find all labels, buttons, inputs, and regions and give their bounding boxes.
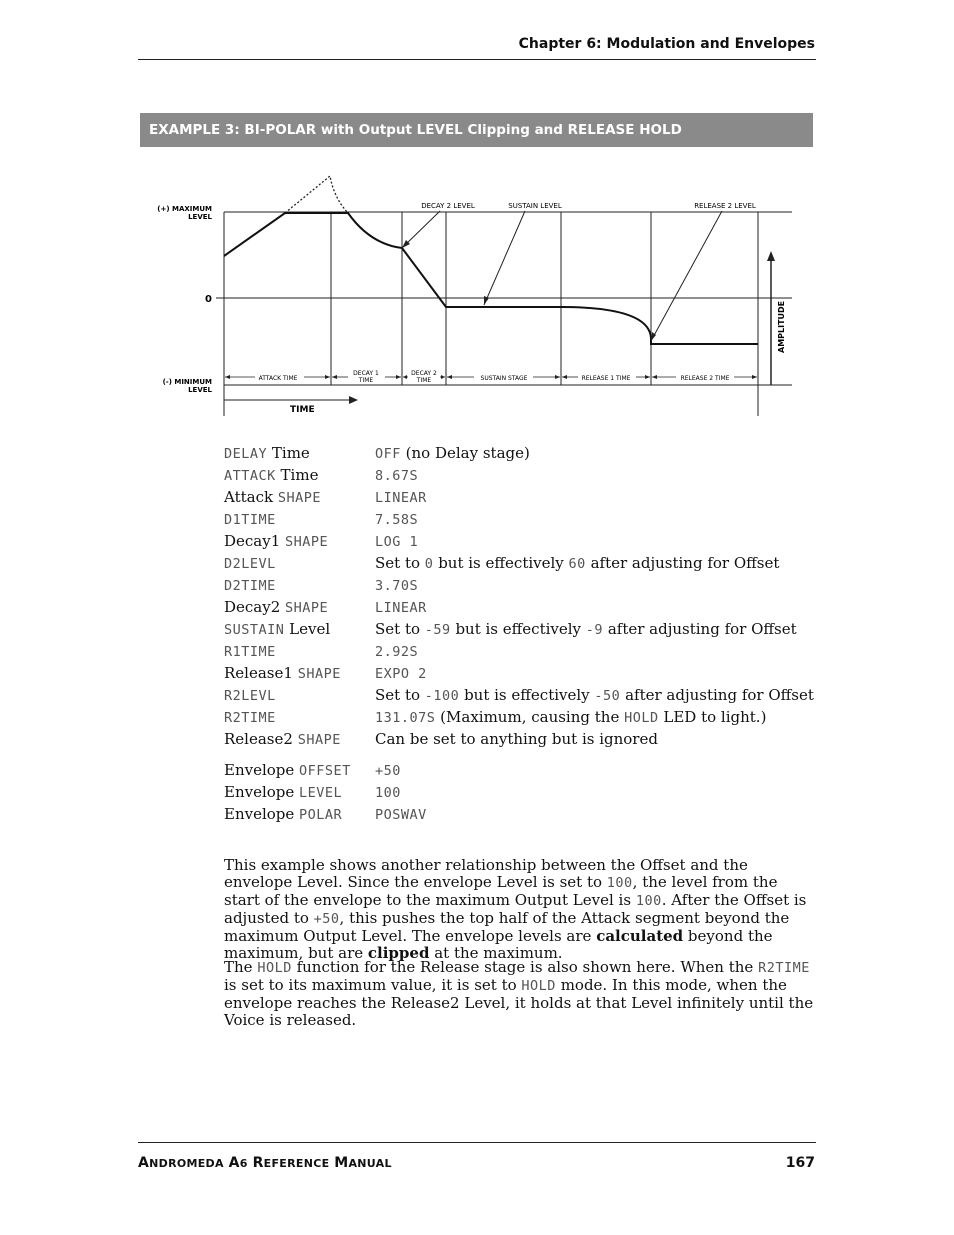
param-value: Set to -59 but is effectively -9 after adjusting for Offset — [375, 620, 797, 638]
param-name: R2LEVL — [224, 688, 276, 704]
segment-release2-time: RELEASE 2 TIME — [680, 375, 730, 382]
release2-level-label: RELEASE 2 LEVEL — [694, 202, 756, 210]
param-value: Set to -100 but is effectively -50 after adjusting for Offset — [375, 686, 814, 704]
segment-decay2-time — [411, 370, 437, 384]
page-number: 167 — [785, 1155, 815, 1171]
param-name: Envelope OFFSET — [224, 761, 351, 779]
param-name: SUSTAIN Level — [224, 620, 331, 638]
param-value: 7.58S — [375, 512, 419, 528]
param-name: DELAY Time — [224, 444, 310, 462]
param-name: Envelope LEVEL — [224, 783, 343, 801]
header-rule — [138, 59, 816, 60]
param-name: Release2 SHAPE — [224, 730, 341, 748]
segment-release1-time: RELEASE 1 TIME — [581, 375, 631, 382]
param-name: D1TIME — [224, 512, 276, 528]
param-name: D2TIME — [224, 578, 276, 594]
param-value: OFF (no Delay stage) — [375, 444, 530, 462]
segment-decay1-time — [353, 370, 379, 384]
param-value: LINEAR — [375, 600, 427, 616]
param-value: EXPO 2 — [375, 666, 427, 682]
max-level-label-2: LEVEL — [188, 213, 212, 221]
param-value: 3.70S — [375, 578, 419, 594]
footer-rule — [138, 1142, 816, 1143]
param-name: Attack SHAPE — [224, 488, 321, 506]
time-label: TIME — [290, 405, 315, 415]
param-name: D2LEVL — [224, 556, 276, 572]
envelope-diagram — [140, 168, 800, 420]
param-value: LINEAR — [375, 490, 427, 506]
max-level-label: (+) MAXIMUM — [157, 205, 212, 213]
param-name: ATTACK Time — [224, 466, 319, 484]
param-name: Decay1 SHAPE — [224, 532, 329, 550]
chapter-header: Chapter 6: Modulation and Envelopes — [518, 36, 815, 52]
param-value: Can be set to anything but is ignored — [375, 730, 658, 748]
paragraph-hold-explanation: The HOLD function for the Release stage is also shown here. When the R2TIME is set to its maximum value, it is set to HOLD mode. In this mode, when the envelope reaches the Release2 Level, it holds at that Level infinitely until the Voice is released. — [224, 958, 814, 1029]
segment-attack-time: ATTACK TIME — [258, 375, 298, 382]
segment-decay1-line1: DECAY 1 — [353, 370, 379, 377]
sustain-level-label: SUSTAIN LEVEL — [508, 202, 562, 210]
param-value: 131.07S (Maximum, causing the HOLD LED to light.) — [375, 708, 767, 726]
envelope-curve — [224, 213, 758, 344]
param-value: 2.92S — [375, 644, 419, 660]
amplitude-label: AMPLITUDE — [777, 300, 786, 353]
param-name: Envelope POLAR — [224, 805, 343, 823]
segment-sustain-stage: SUSTAIN STAGE — [480, 375, 528, 382]
min-level-label: (-) MINIMUM — [162, 378, 212, 386]
param-value: 100 — [375, 785, 401, 801]
param-value: POSWAV — [375, 807, 427, 823]
paragraph-offset-explanation: This example shows another relationship between the Offset and the envelope Level. Since the envelope Level is set to 100, the level from the start of the envelope to the maximum Output Level is 100. After the Offset is adjusted to +50, this pushes the top half of the Attack segment beyond the maximum Output Level. The envelope levels are calculated beyond the maximum, but are clipped at the maximum. — [224, 856, 807, 962]
param-value: Set to 0 but is effectively 60 after adjusting for Offset — [375, 554, 780, 572]
param-value: 8.67S — [375, 468, 419, 484]
zero-label: 0 — [205, 294, 212, 305]
segment-decay2-line1: DECAY 2 — [411, 370, 437, 377]
segment-decay1-line2: TIME — [358, 377, 374, 384]
param-name: R2TIME — [224, 710, 276, 726]
calculated-envelope-dotted — [285, 176, 348, 213]
param-value: LOG 1 — [375, 534, 419, 550]
decay2-level-label: DECAY 2 LEVEL — [421, 202, 475, 210]
param-name: R1TIME — [224, 644, 276, 660]
param-name: Release1 SHAPE — [224, 664, 341, 682]
manual-title: ANDROMEDA A6 REFERENCE MANUAL — [138, 1155, 392, 1171]
example-banner: EXAMPLE 3: BI-POLAR with Output LEVEL Clipping and RELEASE HOLD — [140, 113, 813, 147]
param-name: Decay2 SHAPE — [224, 598, 329, 616]
param-value: +50 — [375, 763, 401, 779]
segment-decay2-line2: TIME — [416, 377, 432, 384]
min-level-label-2: LEVEL — [188, 386, 212, 394]
